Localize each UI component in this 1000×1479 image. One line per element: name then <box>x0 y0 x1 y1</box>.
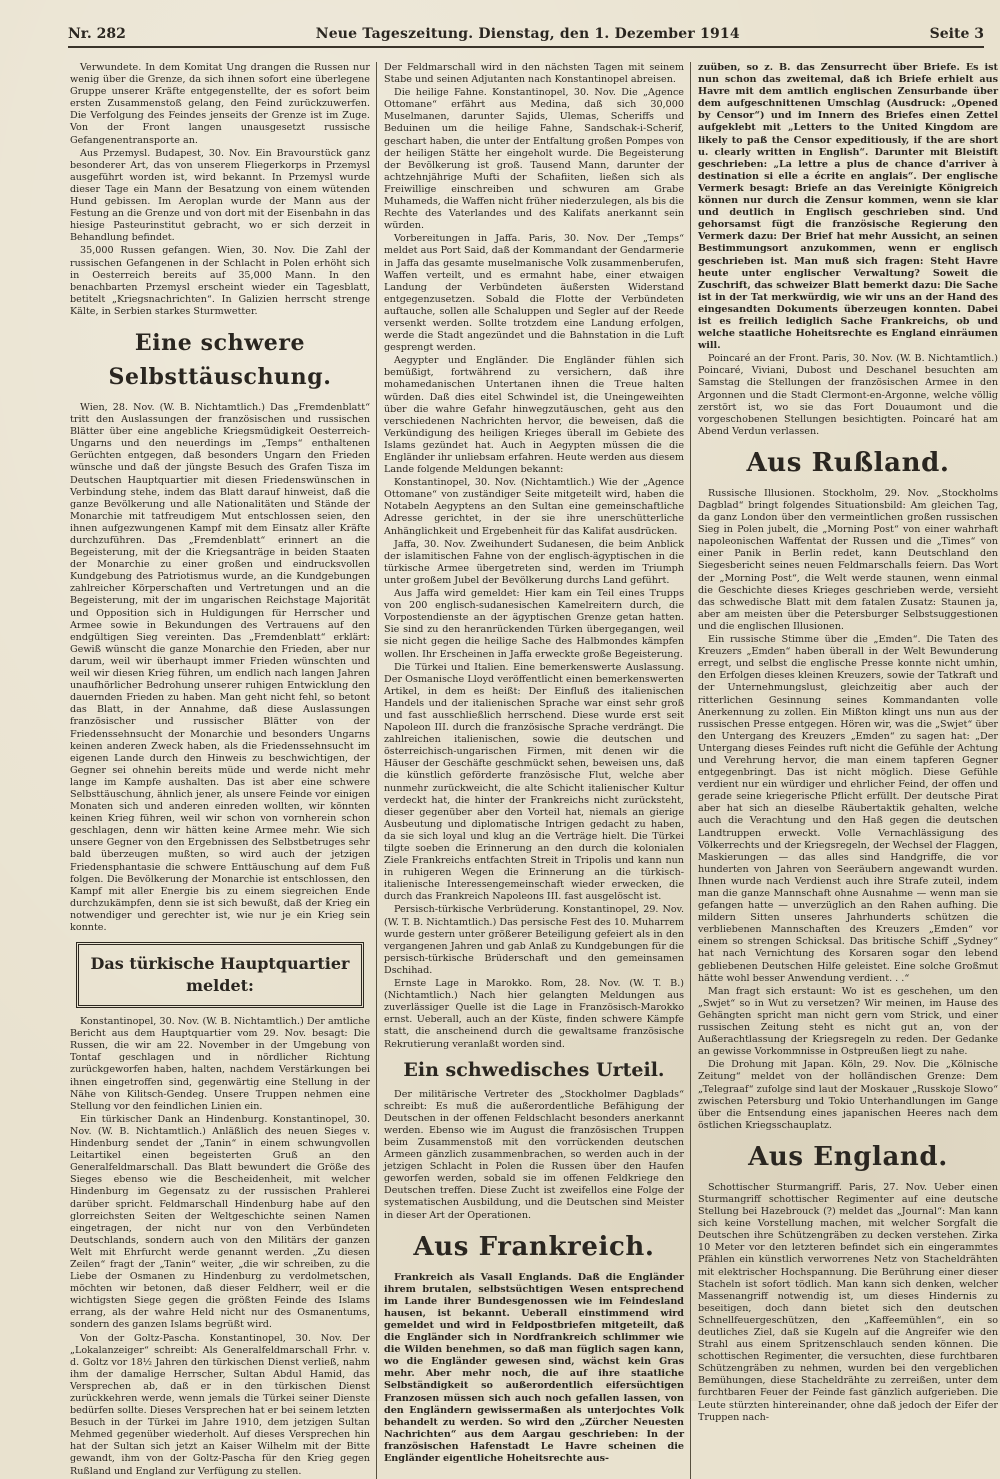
article-paragraph: Ein russische Stimme über die „Emden“. Die Taten des Kreuzers „Emden“ haben überall in der Welt Bewunderung erregt, und selbst die englische Presse konnte nicht umhin, den Erfolgen dieses kleinen Kreuzers, sowie der Tatkraft und der Unternehmungslust, gleichzeitig aber auch der ritterlichen Gesinnung seines Kommandanten volle Anerkennung zu zollen. Ein Mißton klingt uns nun aus der russischen Presse entgegen. Hören wir, was die „Swjet“ über den Untergang des Kreuzers „Emden“ zu sagen hat: „Der Untergang dieses Feindes ruft nicht die Gefühle der Achtung und Verehrung hervor, die man einem tapferen Gegner entgegenbringt. Das ist nicht möglich. Diese Gefühle verdient nur ein würdiger und ehrlicher Feind, der offen und gerade seine kriegerische Pflicht erfüllt. Der deutsche Pirat aber hat sich an dieselbe Räubertaktik gehalten, welche auch die Verachtung und den Haß gegen die deutschen Landtruppen erweckt. Volle Vernachlässigung des Völkerrechts und der Kriegsregeln, der Wechsel der Flaggen, Maskierungen — das alles sind Handgriffe, die vor hunderten von Jahren von Seeräubern angewandt wurden. Ihnen wurde nach Verdienst auch ihre Strafe zuteil, indem man die ganze Mannschaft ohne Ausnahme — wenn man sie gefangen hatte — unverzüglich an den Rahen aufhing. Die mildern Sitten unseres Jahrhunderts schützen die verbliebenen Mannschaften des Kreuzers „Emden“ vor einem so strengen Schicksal. Das britische Schiff „Sydney“ hat nach Vernichtung des Korsaren sogar den lebend gebliebenen Deutschen Hilfe geleistet. Eine solche Großmut hätte wohl besser Anwendung verdient. . .“ <box>698 634 998 984</box>
column-2 <box>384 62 684 1479</box>
article-paragraph: Schottischer Sturmangriff. Paris, 27. Nov. Ueber einen Sturmangriff schottischer Regimenter auf eine deutsche Stellung bei Hazebrouck (?) meldet das „Journal“: Man kann sich keine Vorstellung machen, mit welcher Sorgfalt die Deutschen ihre Schützengräben zu decken verstehen. Zirka 10 Meter vor den letzteren befindet sich ein eingerammtes Pfählen ein künstlich verworrenes Netz von Stacheldrähten mit elektrischer Hochspannung. Die Berührung einer dieser Stacheln ist sofort tödlich. Man kann sich denken, welcher Massenangriff notwendig ist, um dieses Hindernis zu beseitigen, doch dann bietet sich den deutschen Schnellfeuergeschützen, den „Kaffeemühlen“, ein so deutliches Ziel, daß sie Kugeln auf die Angreifer wie den Strahl aus einem Spritzenschlauch senden können. Die schottischen Regimenter, die versuchten, diese furchtbaren Schützengräben zu nehmen, wurden bei den vergeblichen Bemühungen, diese Stacheldrähte zu zerreißen, unter dem furchtbaren Feuer der Feinde fast gänzlich aufgerieben. Die Leute stürzten hintereinander, ohne daß jedoch der Eifer der Truppen nach- <box>698 1181 998 1423</box>
headline-aus-england: Aus England. <box>748 1141 948 1172</box>
article-paragraph: Aus Jaffa wird gemeldet: Hier kam ein Teil eines Trupps von 200 englisch-sudanesischen Kamelreitern durch, die Vorpostendienste an der ägyptischen Grenze getan hatten. Sie sind zu den heranrückenden Türken übergegangen, weil sie nicht gegen die heilige Sache des Halbmondes kämpfen wollen. Ihr Erscheinen in Jaffa erweckte große Begeisterung. <box>384 588 684 660</box>
article-paragraph: Von der Goltz-Pascha. Konstantinopel, 30. Nov. Der „Lokalanzeiger“ schreibt: Als Generalfeldmarschall Frhr. v. d. Goltz vor 18½ Jahren den türkischen Dienst verließ, nahm ihm der damalige Herrscher, Sultan Abdul Hamid, das Versprechen ab, daß er in den türkischen Dienst zurückkehren werde, wenn jemals die Türkei seiner Dienste bedürfen sollte. Dieses Versprechen hat er bei seinem letzten Besuch in der Türkei im Jahre 1910, dem jetzigen Sultan Mehmed gegenüber wiederholt. Auf dieses Versprechen hin hat der Sultan sich jetzt an Kaiser Wilhelm mit der Bitte gewandt, ihm von der Goltz-Pascha für den Krieg gegen Rußland und England zur Verfügung zu stellen. <box>70 1332 370 1477</box>
column-1 <box>70 62 370 1479</box>
article-paragraph: Verwundete. In dem Komitat Ung drangen die Russen nur wenig über die Grenze, da sich ihnen sofort eine überlegene Gruppe unserer Kräfte entgegenstellte, der es sofort beim ersten Zusammenstoß gelang, den Feind zurückzuwerfen. Die Verfolgung des Feindes jenseits der Grenze ist im Zuge. Von der Front langen unausgesetzt russische Gefangenentransporte an. <box>70 62 370 146</box>
article-paragraph: Konstantinopel, 30. Nov. (Nichtamtlich.) Wie der „Agence Ottomane“ von zuständiger Seite mitgeteilt wird, haben die Notabeln Aegyptens an den Sultan eine gemeinschaftliche Adresse gerichtet, in der sie ihre unerschütterliche Anhänglichkeit und Ergebenheit für das Kalifat ausdrücken. <box>384 477 684 537</box>
article-paragraph: Ein türkischer Dank an Hindenburg. Konstantinopel, 30. Nov. (W. B. Nichtamtlich.) Anläßlich des neuen Sieges v. Hindenburg sendet der „Tanin“ in einem schwungvollen Leitartikel einen begeisterten Gruß an den Generalfeldmarschall. Das Blatt bewundert die Größe des Sieges ebenso wie die Bescheidenheit, mit welcher Hindenburg im Gegensatz zu der russischen Prahlerei darüber spricht. Feldmarschall Hindenburg habe auf den glorreichsten Seiten der Weltgeschichte seinen Namen eingetragen, der nicht nur von den Verbündeten Deutschlands, sondern auch von den Militärs der ganzen Welt mit Ehrfurcht werde genannt werden. „Zu diesen Zeilen“ fragt der „Tanin“ weiter, „die wir schreiben, zu die Liebe der Osmanen zu Hindenburg zu verdolmetschen, möchten wir betonen, daß dieser Feldherr, weil er die wichtigsten Siege gegen die größten Feinde des Islams errang, als der wahre Held nicht nur des Osmanentums, sondern des ganzen Islams begrüßt wird. <box>70 1113 370 1331</box>
page-number: Seite 3 <box>929 26 984 42</box>
column-3 <box>698 62 998 1479</box>
article-paragraph: Wien, 28. Nov. (W. B. Nichtamtlich.) Das „Fremdenblatt“ tritt den Auslassungen der französischen und russischen Blätter über eine angebliche Kriegsmüdigkeit Oesterreich-Ungarns und den neuerdings im „Temps“ enthaltenen Gerüchten entgegen, daß besonders Ungarn den Frieden wünsche und daß der jüngste Besuch des Grafen Tisza im Deutschen Hauptquartier mit diesen Friedenswünschen in Verbindung stehe, indem das Blatt darauf hinweist, daß die ganze Bevölkerung und alle Nationalitäten und Stände der Monarchie mit tatfreudigem Mut entschlossen seien, den ihnen aufgezwungenen Kampf mit dem Einsatz aller Kräfte durchzuführen. Das „Fremdenblatt“ erinnert an die Begeisterung, mit der die Kriegsanträge in beiden Staaten der Monarchie zu einer großen und eindrucksvollen Kundgebung des Patriotismus wurde, an die Kundgebungen zahlreicher Körperschaften und Vertretungen und an die Begeisterung, mit der im ungarischen Reichstage Majorität und Opposition sich in Huldigungen für Herrscher und Armee sowie in Bekundungen des Vertrauens auf den endgültigen Sieg vereinten. Das „Fremdenblatt“ erklärt: Gewiß wünscht die ganze Monarchie den Frieden, aber nur darum, weil wir überhaupt immer Frieden wünschten und weil wir diesen Krieg führen, um endlich nach langen Jahren unaufhörlicher Bedrohung unserer ruhigen Entwicklung den dauernden Frieden zu haben. Man geht nicht fehl, so betont das Blatt, in der Annahme, daß diese Auslassungen französischer und russischer Blätter von der Friedenssehnsucht der Monarchie und besonders Ungarns keinen anderen Zweck haben, als die Friedenssehnsucht im eigenen Lande durch den Hinweis zu beschwichtigen, der Gegner sei ohnehin bereits müde und werde nicht mehr lange im Kampfe aushalten. Das ist aber eine schwere Selbsttäuschung, ähnlich jener, als unsere Feinde vor einigen Monaten sich und anderen einreden wollten, wir könnten keinen Krieg führen, weil wir schon von vornherein schon geschlagen, denn wir hätten keine Armee mehr. Wie sich unsere Gegner von den Ergebnissen des Selbstbetruges sehr bald überzeugen mußten, so wird auch der jetzigen Friedensphantasie die schwere Enttäuschung auf dem Fuß folgen. Die Bevölkerung der Monarchie ist entschlossen, den Kampf mit aller Energie bis zu einem siegreichen Ende durchzukämpfen, denn sie ist sich bewußt, daß der Krieg ein notwendiger und gerechter ist, wie nur je ein Krieg sein konnte. <box>70 401 370 933</box>
masthead <box>68 12 984 48</box>
article-paragraph: Die Türkei und Italien. Eine bemerkenswerte Auslassung. Der Osmanische Lloyd veröffentlicht einen bemerkenswerten Artikel, in dem es heißt: Der Einfluß des italienischen Handels und der italienischen Sprache war einst sehr groß und fast ausschließlich herrschend. Diese wurde erst seit Napoleon III. durch die französische Sprache verdrängt. Die zahlreichen italienischen, sowie die deutschen und österreichisch-ungarischen Firmen, mit denen wir die Häuser der Geschäfte geschmückt sehen, beweisen uns, daß die künstlich geförderte französische Flut, welche aber nunmehr zurückweicht, die alte Schicht italienischer Kultur verdeckt hat, die hinter der Frankreichs nicht zurücksteht, dieser gegenüber aber den Vorteil hat, niemals an gierige Ausbeutung und diplomatische Intrigen gedacht zu haben, da sie sich loyal und klug an die Verträge hielt. Die Türkei tilgte soeben die Erinnerung an den durch die kolonialen Ziele Frankreichs entfachten Streit in Tripolis und kann nun in ruhigeren Wegen die Erinnerung an die türkisch-italienische Interessengemeinschaft wieder erwecken, die durch das Frankreich Napoleons III. fast ausgelöscht ist. <box>384 661 684 903</box>
headline-aus-frankreich: Aus Frankreich. <box>413 1231 655 1262</box>
newspaper-title-date: Neue Tageszeitung. Dienstag, den 1. Dezember 1914 <box>315 26 740 42</box>
headline-selbsttaeuschung: Eine schwere Selbsttäuschung. <box>108 329 332 390</box>
article-paragraph: zuüben, so z. B. das Zensurrecht über Briefe. Es ist nun schon das zweitemal, daß ich Briefe erhielt aus Havre mit dem amtlich englischen Zensurbande über dem aufgeschnittenen Umschlag (Ausdruck: „Opened by Censor“) und im Innern des Briefes einen Zettel aufgeklebt mit „Letters to the United Kingdom are likely to paß the Censor expeditiously, if the are short u. clearly written in English“. Darunter mit Bleistift geschrieben: „La lettre a plus de chance d'arriver à destination si elle a écrite en anglais“. Der englische Vermerk besagt: Briefe an das Vereinigte Königreich können nur durch die Zensur kommen, wenn sie klar und deutlich in Englisch geschrieben sind. Und gehorsamst fügt die französische Regierung den Vermerk dazu: Der Brief hat mehr Aussicht, an seinen Bestimmungsort anzukommen, wenn er englisch geschrieben ist. Man muß sich fragen: Steht Havre heute unter englischer Verwaltung? Soweit die Zuschrift, das schweizer Blatt bemerkt dazu: Die Sache ist in der Tat merkwürdig, wie wir uns an der Hand des eingesandten Dokuments überzeugen konnten. Dabei ist es freilich lediglich Sache Frankreichs, ob und welche staatliche Hoheitsrechte es England einräumen will. <box>698 62 998 352</box>
article-paragraph: Ernste Lage in Marokko. Rom, 28. Nov. (W. T. B.) (Nichtamtlich.) Nach hier gelangten Meldungen aus zuverlässiger Quelle ist die Lage in Französisch-Marokko ernst. Ueberall, auch an der Küste, finden schwere Kämpfe statt, die anscheinend durch die gewaltsame französische Rekrutierung veranlaßt worden sind. <box>384 978 684 1050</box>
article-paragraph: Frankreich als Vasall Englands. Daß die Engländer ihrem brutalen, selbstsüchtigen Wesen entsprechend im Lande ihrer Bundesgenossen wie im Feindesland hausen, ist bekannt. Ueberall einstimmend wird gemeldet und wird in Feldpostbriefen mitgeteilt, daß die Engländer sich in Nordfrankreich schlimmer wie die Wilden benehmen, so daß man füglich sagen kann, wo die Engländer gewesen sind, wächst kein Gras mehr. Aber mehr noch, die auf ihre staatliche Selbständigkeit so außerordentlich eifersüchtigen Franzosen müssen sich auch noch gefallen lassen, von den Engländern gewissermaßen als unterjochtes Volk behandelt zu werden. So wird den „Zürcher Neuesten Nachrichten“ aus dem Aargau geschrieben: In der französischen Hafenstadt Le Havre scheinen die Engländer eigentliche Hoheitsrechte aus- <box>384 1271 684 1465</box>
article-paragraph: Aus Przemysl. Budapest, 30. Nov. Ein Bravourstück ganz besonderer Art, das von unserem Fliegerkorps in Przemysl ausgeführt worden ist, wird bekannt. In Przemysl wurde dieser Tage ein Mann der Besatzung von einem wütenden Hund gebissen. Im Aeroplan wurde der Mann aus der Festung an die Grenze und von dort mit der Eisenbahn in das hiesige Pasteurinstitut gebracht, wo er sich derzeit in Behandlung befindet. <box>70 147 371 244</box>
article-paragraph: Der militärische Vertreter des „Stockholmer Dagblads“ schreibt: Es muß die außerordentliche Befähigung der Deutschen in der offenen Feldschlacht besonders anerkannt werden. Ebenso wie im August die französischen Truppen beim Zusammenstoß mit den vorrückenden deutschen Armeen gänzlich zusammenbrachen, so werden auch in der jetzigen Schlacht in Polen die Russen über den Haufen geworfen werden, sobald sie im offenen Feldkriege den Deutschen treffen. Diese Zucht ist zweifellos eine Folge der systematischen Ausbildung, und die Deutschen sind Meister in dieser Art der Operationen. <box>384 1088 684 1221</box>
headline-aus-russland: Aus Rußland. <box>746 447 950 478</box>
columns <box>70 62 998 1477</box>
article-paragraph: Der Feldmarschall wird in den nächsten Tagen mit seinem Stabe und seinen Adjutanten nach Konstantinopel abreisen. <box>384 62 684 86</box>
issue-number: Nr. 282 <box>68 26 126 42</box>
article-paragraph: Aegypter und Engländer. Die Engländer fühlen sich bemüßigt, fortwährend zu versichern, daß ihre mohamedanischen Untertanen ihnen die Treue halten würden. Daß dies eitel Schwindel ist, die Uneingeweihten über die wahre Gefahr hinwegzutäuschen, geht aus den verschiedenen Nachrichten hervor, die beweisen, daß die Verkündigung des heiligen Krieges überall im Gebiete des Islams gezündet hat. Auch in Aegypten müssen die die Engländer ihr unliebsam erfahren. Heute werden aus diesem Lande folgende Meldungen bekannt: <box>384 355 684 476</box>
headline-tuerkisches-hauptquartier: Das türkische Hauptquartier meldet: <box>76 942 364 1008</box>
article-paragraph: 35,000 Russen gefangen. Wien, 30. Nov. Die Zahl der russischen Gefangenen in der Schlacht in Polen erhöht sich in Oesterreich bereits auf 35,000 Mann. In den benachbarten Przemysl erscheint wieder ein Tagesblatt, betitelt „Kriegsnachrichten“. In Galizien herrscht strenge Kälte, in Serbien starkes Sturmwetter. <box>70 245 370 317</box>
article-paragraph: Man fragt sich erstaunt: Wo ist es geschehen, um den „Swjet“ so in Wut zu versetzen? Wir meinen, im Hause des Gehängten spricht man nicht gern vom Strick, und einer russischen Zeitung steht es nicht gut an, von der Außerachtlassung der Kriegsregeln zu reden. Der Gedanke an gewisse Vorkommnisse in Ostpreußen liegt zu nahe. <box>698 985 998 1058</box>
article-paragraph: Die Drohung mit Japan. Köln, 29. Nov. Die „Kölnische Zeitung“ meldet von der holländischen Grenze: Dem „Telegraaf“ zufolge sind laut der Moskauer „Russkoje Slowo“ zwischen Petersburg und Tokio Unterhandlungen im Gange über die Entsendung eines japanischen Heeres nach dem östlichen Kriegsschauplatz. <box>698 1059 998 1131</box>
article-paragraph: Persisch-türkische Verbrüderung. Konstantinopel, 29. Nov. (W. T. B. Nichtamtlich.) Das persische Fest des 10. Muharrem wurde gestern unter größerer Beteiligung gefeiert als in den vergangenen Jahren und gab Anlaß zu Kundgebungen für die persisch-türkische Brüderschaft und den gemeinsamen Dschihad. <box>384 904 684 976</box>
headline-schwedisches-urteil: Ein schwedisches Urteil. <box>403 1058 665 1081</box>
article-paragraph: Die heilige Fahne. Konstantinopel, 30. Nov. Die „Agence Ottomane“ erfährt aus Medina, daß sich 30,000 Muselmanen, darunter Sajids, Ulemas, Scheriffs und Beduinen um die heilige Fahne, Sandschak-i-Scherif, geschart haben, die unter der Entfaltung großen Pompes von der heiligen Stätte her eingeholt wurde. Die Begeisterung der Bevölkerung ist groß. Tausend Mann, darunter der achtzehnjährige Mufti der Schafiiten, ließen sich als Freiwillige einschreiben und schwuren am Grabe Muhameds, die Waffen nicht früher niederzulegen, als bis die Rechte des Vaterlandes und des Kalifats anerkannt sein würden. <box>384 87 684 232</box>
article-paragraph: Konstantinopel, 30. Nov. (W. B. Nichtamtlich.) Der amtliche Bericht aus dem Hauptquartier vom 29. Nov. besagt: Die Russen, die wir am 22. November in der Umgebung von Tontaf geschlagen und in nördlicher Richtung zurückgeworfen haben, halten, nachdem Verstärkungen bei ihnen eingetroffen sind, gegenwärtig eine Stellung in der Nähe von Kilitsch-Gendeg. Unsere Truppen nehmen eine Stellung vor den feindlichen Linien ein. <box>70 1016 370 1112</box>
article-paragraph: Jaffa, 30. Nov. Zweihundert Sudanesen, die beim Anblick der islamitischen Fahne von der englisch-ägyptischen in die türkische Armee übergetreten sind, werden im Triumph unter großem Jubel der Bevölkerung durchs Land geführt. <box>384 538 684 586</box>
article-paragraph: Poincaré an der Front. Paris, 30. Nov. (W. B. Nichtamtlich.) Poincaré, Viviani, Dubost und Deschanel besuchten am Samstag die Stellungen der französischen Armee in den Argonnen und die Stadt Clermont-en-Argonne, welche völlig zerstört ist, wo sie das Fort Douaumont und die vorgeschobenen Stellungen besichtigten. Poincaré hat am Abend Verdun verlassen. <box>698 353 998 437</box>
article-paragraph: Russische Illusionen. Stockholm, 29. Nov. „Stockholms Dagblad“ bringt folgendes Situationsbild: Am gleichen Tag, da ganz London über den vermeintlichen großen russischen Sieg in Polen jubelt, die „Morning Post“ von einer wahrhaft napoleonischen Waffentat der Russen und die „Times“ von einer Panik in Berlin redet, kann Deutschland den Siegesbericht seines neuen Feldmarschalls feiern. Das Wort der „Morning Post“, die Welt werde staunen, wenn einmal die Geschichte dieses Krieges geschrieben werde, versieht das schwedische Blatt mit dem fatalen Zusatz: Staunen ja, aber am meisten über die Petersburger Selbstsuggestionen und die englischen Illusionen. <box>698 487 998 632</box>
article-paragraph: Vorbereitungen in Jaffa. Paris, 30. Nov. Der „Temps“ meldet aus Port Said, daß der Kommandant der Gendarmerie in Jaffa das gesamte muselmanische Volk zusammenberufen, Waffen verteilt, und es ermahnt habe, einer etwaigen Landung der Verbündeten äußersten Widerstand entgegenzusetzen. Sobald die Flotte der Verbündeten auftauche, sollen alle Schaluppen und Segler auf der Reede versenkt werden. Sollte trotzdem eine Landung erfolgen, werde die Stadt angezündet und die Bahnstation in die Luft gesprengt werden. <box>384 233 684 354</box>
